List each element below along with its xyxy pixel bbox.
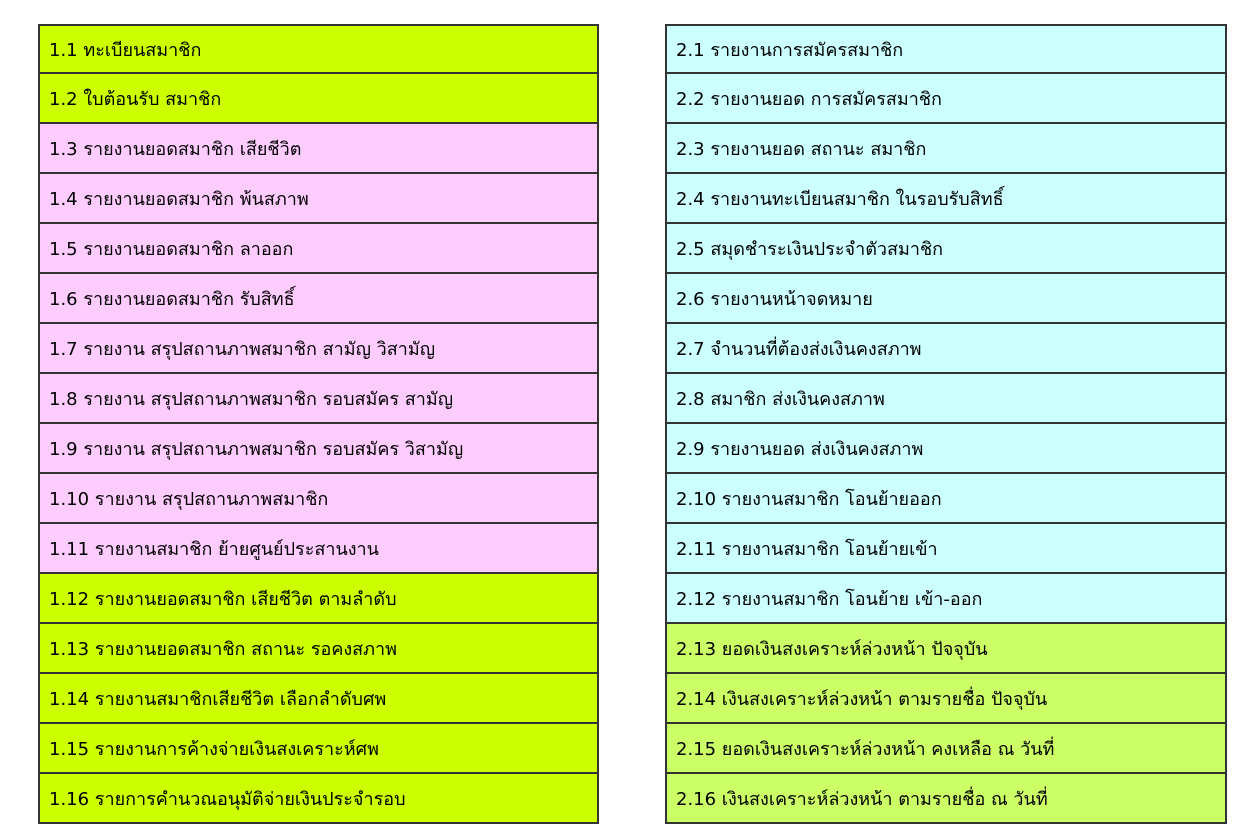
menu-item-1-15[interactable] <box>38 724 599 774</box>
menu-item-label: 2.4 รายงานทะเบียนสมาชิก ในรอบรับสิทธิ์ <box>676 188 1004 210</box>
menu-item-label: 1.9 รายงาน สรุปสถานภาพสมาชิก รอบสมัคร วิสามัญ <box>49 438 464 460</box>
menu-item-label: 1.15 รายงานการค้างจ่ายเงินสงเคราะห์ศพ <box>49 738 379 760</box>
menu-item-2-10[interactable] <box>665 474 1227 524</box>
menu-item-2-4[interactable] <box>665 174 1227 224</box>
menu-item-1-2[interactable] <box>38 74 599 124</box>
menu-item-label: 1.12 รายงานยอดสมาชิก เสียชีวิต ตามลำดับ <box>49 588 397 610</box>
menu-item-2-15[interactable] <box>665 724 1227 774</box>
menu-item-1-9[interactable] <box>38 424 599 474</box>
menu-item-label: 1.6 รายงานยอดสมาชิก รับสิทธิ์ <box>49 288 295 310</box>
menu-item-1-16[interactable] <box>38 774 599 824</box>
menu-item-label: 2.6 รายงานหน้าจดหมาย <box>676 288 873 310</box>
menu-item-1-6[interactable] <box>38 274 599 324</box>
menu-item-2-8[interactable] <box>665 374 1227 424</box>
menu-item-label: 1.7 รายงาน สรุปสถานภาพสมาชิก สามัญ วิสามัญ <box>49 338 436 360</box>
menu-item-label: 2.7 จำนวนที่ต้องส่งเงินคงสภาพ <box>676 338 922 360</box>
left-menu-column <box>38 24 599 824</box>
menu-item-label: 1.5 รายงานยอดสมาชิก ลาออก <box>49 238 294 260</box>
menu-item-label: 2.1 รายงานการสมัครสมาชิก <box>676 39 904 61</box>
menu-item-label: 2.13 ยอดเงินสงเคราะห์ล่วงหน้า ปัจจุบัน <box>676 638 988 660</box>
menu-item-label: 1.8 รายงาน สรุปสถานภาพสมาชิก รอบสมัคร สามัญ <box>49 388 454 410</box>
menu-item-1-8[interactable] <box>38 374 599 424</box>
menu-item-1-12[interactable] <box>38 574 599 624</box>
menu-item-label: 1.10 รายงาน สรุปสถานภาพสมาชิก <box>49 488 329 510</box>
menu-item-1-10[interactable] <box>38 474 599 524</box>
menu-item-label: 1.4 รายงานยอดสมาชิก พ้นสภาพ <box>49 188 309 210</box>
menu-item-label: 2.2 รายงานยอด การสมัครสมาชิก <box>676 88 942 110</box>
menu-item-label: 2.8 สมาชิก ส่งเงินคงสภาพ <box>676 388 885 410</box>
menu-item-2-12[interactable] <box>665 574 1227 624</box>
menu-item-label: 2.5 สมุดชำระเงินประจำตัวสมาชิก <box>676 238 944 260</box>
menu-item-1-11[interactable] <box>38 524 599 574</box>
menu-item-2-3[interactable] <box>665 124 1227 174</box>
menu-item-1-14[interactable] <box>38 674 599 724</box>
menu-item-2-14[interactable] <box>665 674 1227 724</box>
menu-item-2-5[interactable] <box>665 224 1227 274</box>
menu-item-label: 1.11 รายงานสมาชิก ย้ายศูนย์ประสานงาน <box>49 538 379 560</box>
menu-item-1-5[interactable] <box>38 224 599 274</box>
menu-item-label: 2.9 รายงานยอด ส่งเงินคงสภาพ <box>676 438 924 460</box>
menu-item-label: 1.16 รายการคำนวณอนุมัติจ่ายเงินประจำรอบ <box>49 788 406 810</box>
menu-item-label: 2.12 รายงานสมาชิก โอนย้าย เข้า-ออก <box>676 588 983 610</box>
menu-item-1-7[interactable] <box>38 324 599 374</box>
menu-item-label: 1.14 รายงานสมาชิกเสียชีวิต เลือกลำดับศพ <box>49 688 387 710</box>
menu-item-2-6[interactable] <box>665 274 1227 324</box>
menu-item-1-3[interactable] <box>38 124 599 174</box>
menu-item-label: 2.3 รายงานยอด สถานะ สมาชิก <box>676 138 927 160</box>
menu-item-1-4[interactable] <box>38 174 599 224</box>
right-menu-column <box>665 24 1227 824</box>
menu-item-label: 2.11 รายงานสมาชิก โอนย้ายเข้า <box>676 538 938 560</box>
menu-item-2-9[interactable] <box>665 424 1227 474</box>
menu-item-2-1[interactable] <box>665 24 1227 74</box>
menu-item-2-13[interactable] <box>665 624 1227 674</box>
menu-item-2-11[interactable] <box>665 524 1227 574</box>
menu-item-label: 1.3 รายงานยอดสมาชิก เสียชีวิต <box>49 138 302 160</box>
menu-item-2-2[interactable] <box>665 74 1227 124</box>
menu-item-1-1[interactable] <box>38 24 599 74</box>
menu-item-2-16[interactable] <box>665 774 1227 824</box>
menu-item-2-7[interactable] <box>665 324 1227 374</box>
menu-item-label: 2.14 เงินสงเคราะห์ล่วงหน้า ตามรายชื่อ ปัจจุบัน <box>676 688 1048 710</box>
menu-item-label: 2.15 ยอดเงินสงเคราะห์ล่วงหน้า คงเหลือ ณ วันที่ <box>676 738 1055 760</box>
menu-item-label: 1.2 ใบต้อนรับ สมาชิก <box>49 88 222 110</box>
menu-item-label: 2.10 รายงานสมาชิก โอนย้ายออก <box>676 488 942 510</box>
menu-item-label: 1.1 ทะเบียนสมาชิก <box>49 39 202 61</box>
menu-item-1-13[interactable] <box>38 624 599 674</box>
menu-item-label: 2.16 เงินสงเคราะห์ล่วงหน้า ตามรายชื่อ ณ วันที่ <box>676 788 1048 810</box>
menu-item-label: 1.13 รายงานยอดสมาชิก สถานะ รอคงสภาพ <box>49 638 397 660</box>
